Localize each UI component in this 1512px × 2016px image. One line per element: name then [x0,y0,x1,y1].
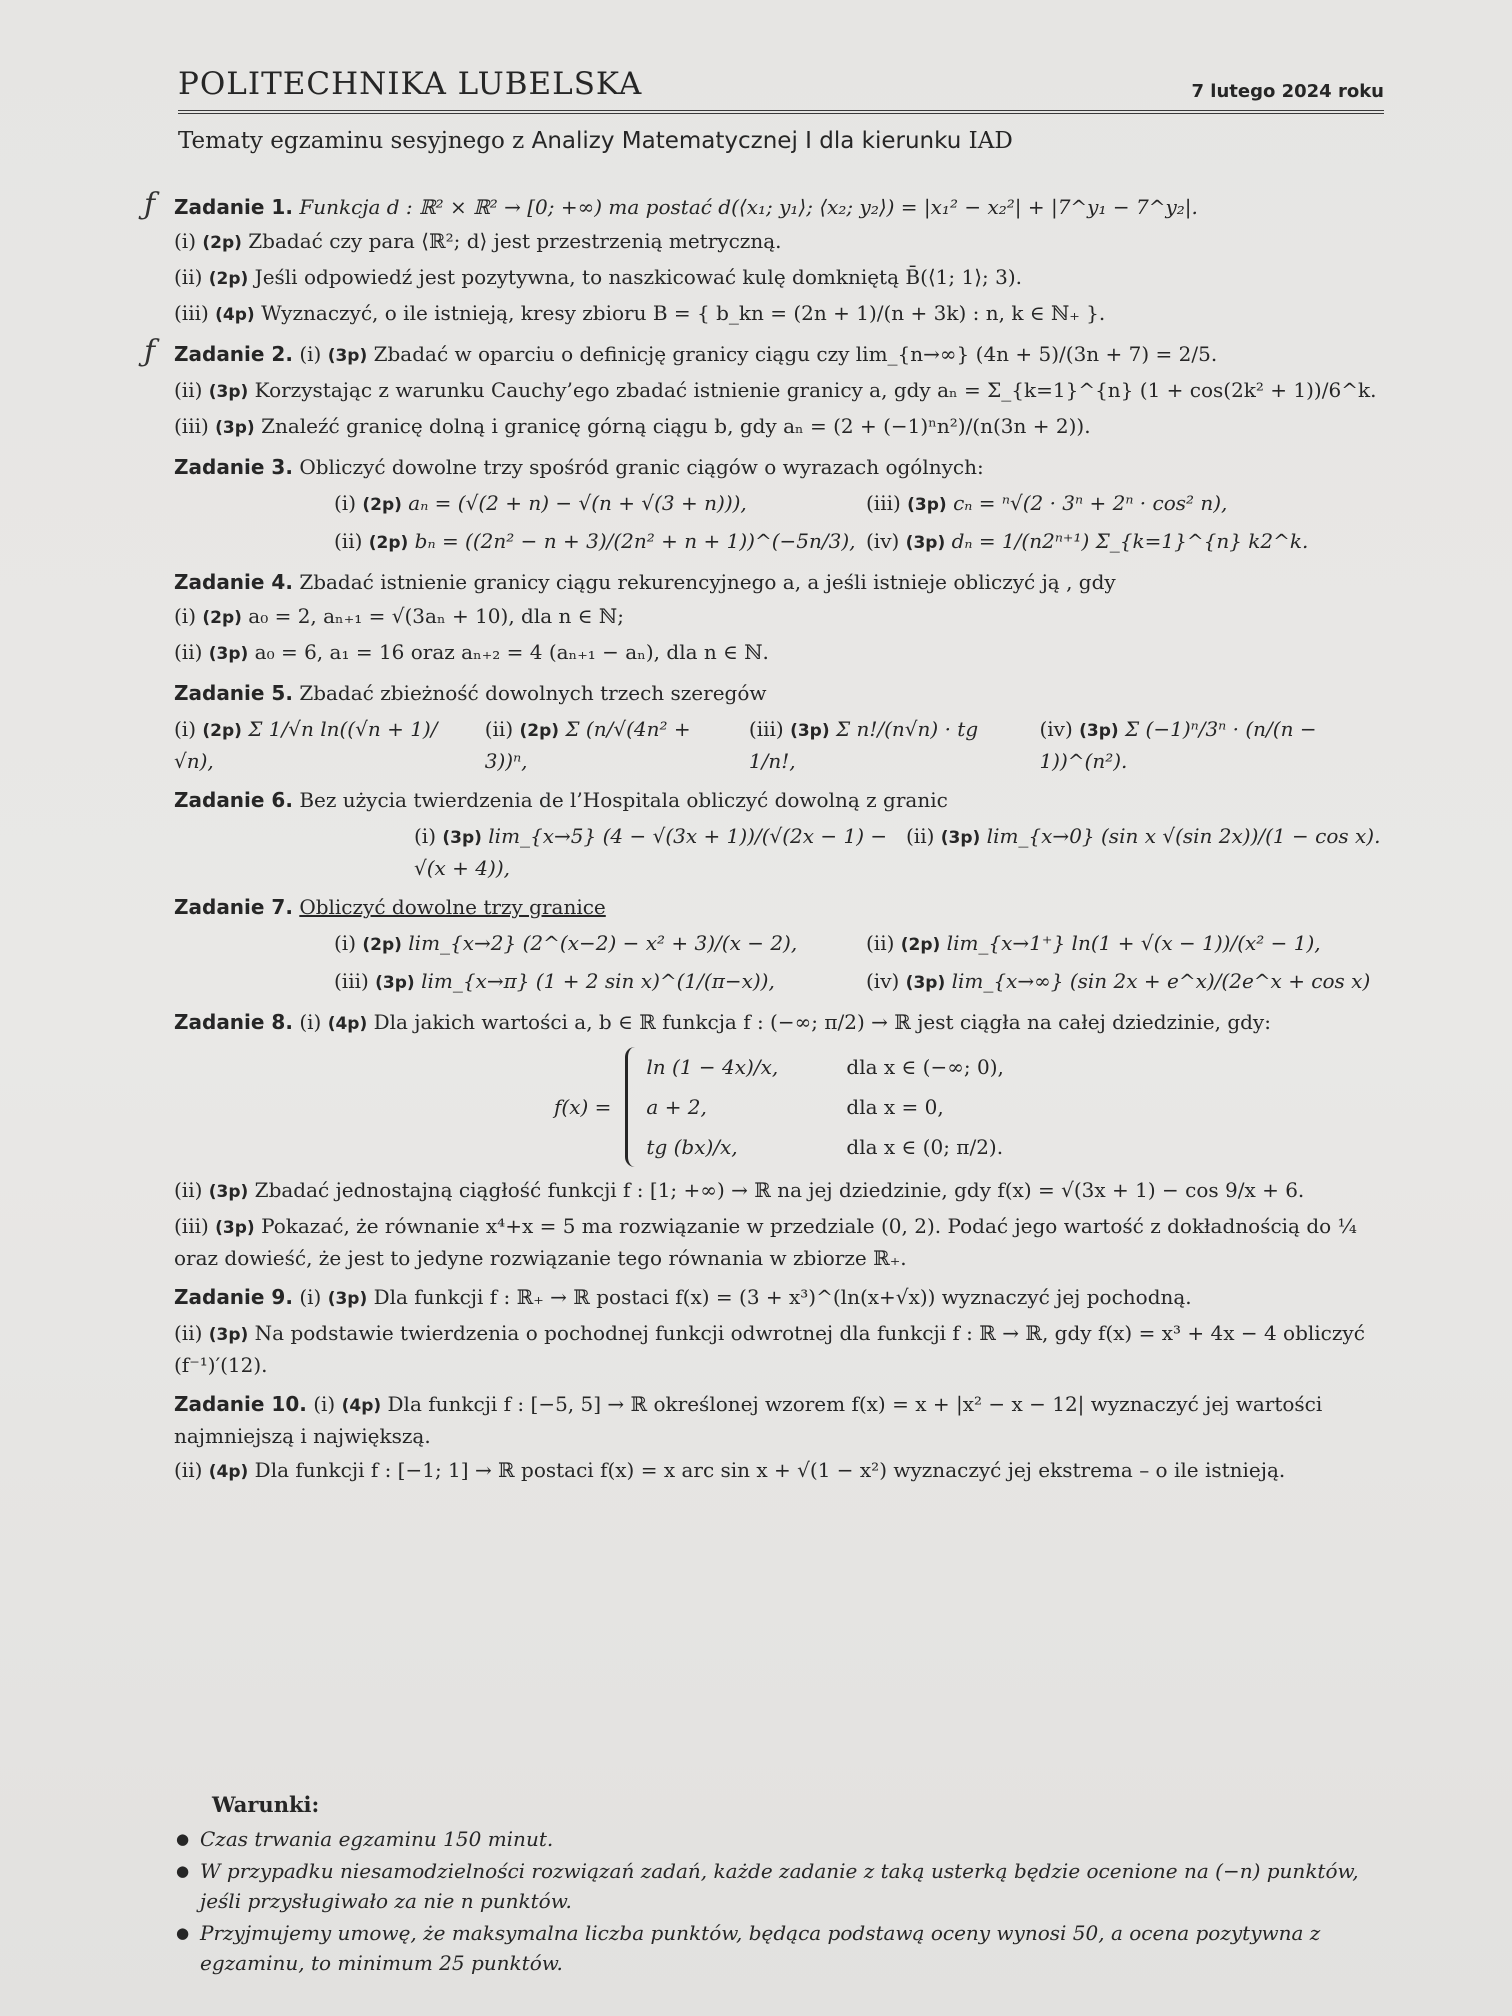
item-text: Σ (n/√(4n² + 3))ⁿ, [484,717,691,773]
item-points: (3p) [442,828,482,848]
item-points: (2p) [362,495,402,515]
item-text: lim_{x→2} (2^(x−2) − x² + 3)/(x − 2), [408,931,798,955]
formula-item [749,714,1022,776]
item-text: lim_{x→1⁺} ln(1 + √(x − 1))/(x² − 1), [946,931,1321,955]
item-number: (i) [313,1392,336,1416]
item-text: cₙ = ⁿ√(2 · 3ⁿ + 2ⁿ · cos² n), [953,491,1228,515]
condition-item: ● W przypadku niesamodzielności rozwiązań zadań, każde zadanie z taką usterką będzie ocenione na (−n) punktów, jeśli przysługiwało za nie n punktów. [176,1856,1400,1916]
task-intro: Funkcja d : ℝ² × ℝ² → [0; +∞) ma postać d(⟨x₁; y₁⟩; ⟨x₂; y₂⟩) = |x₁² − x₂²| + |7^y₁ − 7^y₂|. [299,195,1198,219]
item-number: (iv) [1039,717,1073,741]
item-number: (i) [299,342,322,366]
item-number: (ii) [484,717,514,741]
item-points: (4p) [208,1462,249,1482]
item-number: (ii) [866,931,895,955]
item-number: (ii) [174,1178,203,1202]
item-text: lim_{x→∞} (sin 2x + e^x)/(2e^x + cos x) [951,969,1371,993]
item-text: dₙ = 1/(n2ⁿ⁺¹) Σ_{k=1}^{n} k2^k. [951,529,1309,553]
task-title: Zadanie 10. [174,1392,307,1416]
case-condition: dla x = 0, [846,1095,944,1119]
task-item [174,1282,1398,1314]
item-text: lim_{x→π} (1 + 2 sin x)^(1/(π−x)), [421,969,775,993]
item-number: (i) [414,824,437,848]
formula-item [334,928,866,960]
item-text: Pokazać, że równanie x⁴+x = 5 ma rozwiązanie w przedziale (0, 2). Podać jego wartość z dokładnością do ¼ oraz dowieść, że jest to jedyne rozwiązanie tego równania w zbiorze ℝ₊. [174,1214,1357,1270]
item-number: (ii) [174,640,203,664]
formula-row [174,928,1398,960]
item-text: lim_{x→5} (4 − √(3x + 1))/(√(2x − 1) − √(x + 4)), [414,824,888,880]
item-points: (4p) [327,1014,368,1034]
item-number: (i) [334,491,357,515]
item-points: (2p) [202,608,242,628]
task-title: Zadanie 6. [174,788,293,812]
task-item [174,1455,1398,1487]
task-item [174,637,1398,669]
task-title: Zadanie 5. [174,681,293,705]
piecewise-case [646,1087,1003,1127]
item-points: (3p) [215,1218,255,1238]
piecewise-definition [174,1047,1398,1167]
item-number: (i) [174,229,197,253]
item-number: (iv) [866,529,900,553]
task-item [174,298,1398,330]
task-intro: Obliczyć dowolne trzy spośród granic ciągów o wyrazach ogólnych: [299,455,984,479]
task-title: Zadanie 7. [174,895,293,919]
task-10 [174,1389,1398,1487]
task-item [174,1211,1398,1273]
case-condition: dla x ∈ (−∞; 0), [846,1055,1004,1079]
exam-date: 7 lutego 2024 roku [1191,81,1384,102]
item-text: Σ (−1)ⁿ/3ⁿ · (n/(n − 1))^(n²). [1039,717,1317,773]
task-item [174,339,1398,371]
item-points: (3p) [208,1325,249,1345]
item-number: (ii) [174,1458,203,1482]
item-text: a₀ = 6, a₁ = 16 oraz aₙ₊₂ = 4 (aₙ₊₁ − aₙ), dla n ∈ ℕ. [254,640,769,664]
item-number: (iii) [334,969,369,993]
item-points: (2p) [900,935,941,955]
task-intro: Zbadać zbieżność dowolnych trzech szeregów [299,681,767,705]
subtitle-part-c: IAD [961,128,1013,154]
item-number: (i) [334,931,357,955]
item-number: (iii) [174,1214,209,1238]
condition-item: ● Czas trwania egzaminu 150 minut. [176,1824,1400,1854]
task-1 [144,187,1398,330]
item-number: (iii) [866,491,901,515]
item-text: Znaleźć granicę dolną i granicę górną ciągu b, gdy aₙ = (2 + (−1)ⁿn²)/(n(3n + 2)). [261,414,1091,438]
task-3 [174,452,1398,558]
condition-item: ● Przyjmujemy umowę, że maksymalna liczba punktów, będąca podstawą oceny wynosi 50, a ocena pozytywna z egzaminu, to minimum 25 punktów. [176,1918,1400,1978]
exam-subtitle [178,128,1013,154]
page-header [178,66,1384,114]
item-number: (iii) [174,414,209,438]
handwritten-mark: ƒ [144,334,156,369]
task-4 [174,567,1398,669]
formula-row [174,966,1398,998]
formula-item [485,714,731,776]
task-7 [174,892,1398,998]
formula-row [174,714,1398,776]
item-points: (3p) [940,828,981,848]
formula-item [334,488,866,520]
formula-item [866,966,1398,998]
task-5 [174,678,1398,776]
item-text: Σ n!/(n√n) · tg 1/n!, [748,717,979,773]
subtitle-part-b: Analizy Matematycznej I dla kierunku [531,128,962,154]
item-number: (ii) [174,265,203,289]
formula-item [866,928,1398,960]
item-number: (i) [299,1010,322,1034]
item-points: (2p) [368,533,409,553]
item-text: Na podstawie twierdzenia o pochodnej funkcji odwrotnej dla funkcji f : ℝ → ℝ, gdy f(x) = x³ + 4x − 4 obliczyć (f⁻¹)′(12). [174,1321,1365,1377]
case-expression: a + 2, [646,1095,707,1119]
task-title: Zadanie 4. [174,570,293,594]
item-points: (3p) [208,382,249,402]
item-text: Zbadać czy para ⟨ℝ²; d⟩ jest przestrzenią metryczną. [248,229,782,253]
formula-item [334,526,866,558]
item-points: (4p) [215,305,255,325]
item-points: (2p) [202,233,242,253]
formula-item [1039,714,1398,776]
case-condition: dla x ∈ (0; π/2). [846,1135,1004,1159]
item-number: (i) [174,717,197,741]
piecewise-lhs: f(x) = [554,1095,612,1119]
item-text: Zbadać jednostajną ciągłość funkcji f : [1; +∞) → ℝ na jej dziedzinie, gdy f(x) = √(3x + 1) − cos 9/x + 6. [254,1178,1305,1202]
item-text: a₀ = 2, aₙ₊₁ = √(3aₙ + 10), dla n ∈ ℕ; [248,604,624,628]
task-9 [174,1282,1398,1380]
university-name: POLITECHNIKA LUBELSKA [178,66,643,102]
item-points: (3p) [907,495,947,515]
item-points: (3p) [375,973,415,993]
task-title: Zadanie 8. [174,1010,293,1034]
handwritten-mark: ƒ [144,187,156,222]
task-title: Zadanie 3. [174,455,293,479]
item-number: (ii) [334,529,363,553]
case-expression: ln (1 − 4x)/x, [646,1055,779,1079]
formula-item [334,966,866,998]
formula-item [906,821,1398,883]
task-2 [144,334,1398,443]
task-item [174,262,1398,294]
formula-item [414,821,906,883]
item-points: (2p) [202,721,242,741]
item-points: (3p) [905,533,946,553]
formula-item [866,526,1398,558]
piecewise-case [646,1127,1003,1167]
formula-item [174,714,467,776]
task-title: Zadanie 9. [174,1285,293,1309]
task-intro: Dla jakich wartości a, b ∈ ℝ funkcja f : (−∞; π/2) → ℝ jest ciągła na całej dziedzinie, gdy: [373,1010,1271,1034]
item-points: (3p) [327,1289,368,1309]
item-points: (4p) [341,1396,382,1416]
item-points: (2p) [519,721,560,741]
task-intro: Zbadać istnienie granicy ciągu rekurencyjnego a, a jeśli istnieje obliczyć ją , gdy [299,570,1116,594]
item-points: (3p) [327,346,368,366]
task-item [174,375,1398,407]
item-text: Wyznaczyć, o ile istnieją, kresy zbioru B = { b_kn = (2n + 1)/(n + 3k) : n, k ∈ ℕ₊ }. [261,301,1106,325]
conditions-list [176,1824,1400,1978]
item-number: (iv) [866,969,900,993]
piecewise-cases [625,1047,1003,1167]
conditions-title: Warunki: [212,1792,320,1817]
item-number: (i) [174,604,197,628]
task-intro: Bez użycia twierdzenia de l’Hospitala obliczyć dowolną z granic [299,788,948,812]
task-6 [174,785,1398,883]
piecewise-case [646,1047,1003,1087]
item-number: (ii) [906,824,935,848]
item-points: (3p) [1079,721,1119,741]
item-text: Dla funkcji f : [−1; 1] → ℝ postaci f(x) = x arc sin x + √(1 − x²) wyznaczyć jej ekstrema – o ile istnieją. [254,1458,1286,1482]
task-item [174,411,1398,443]
case-expression: tg (bx)/x, [646,1135,738,1159]
item-number: (ii) [174,378,203,402]
item-text: Zbadać w oparciu o definicję granicy ciągu czy lim_{n→∞} (4n + 5)/(3n + 7) = 2/5. [373,342,1218,366]
item-text: aₙ = (√(2 + n) − √(n + √(3 + n))), [408,491,747,515]
item-points: (3p) [215,418,255,438]
subtitle-part-a: Tematy egzaminu sesyjnego z [178,128,532,154]
formula-row [174,526,1398,558]
task-title: Zadanie 2. [174,342,293,366]
item-points: (3p) [905,973,946,993]
item-text: Dla funkcji f : [−5, 5] → ℝ określonej wzorem f(x) = x + |x² − x − 12| wyznaczyć jej wartości najmniejszą i największą. [174,1392,1323,1448]
formula-row [174,821,1398,883]
formula-row [174,488,1398,520]
item-text: Jeśli odpowiedź jest pozytywna, to naszkicować kulę domkniętą B̄(⟨1; 1⟩; 3). [254,265,1023,289]
item-number: (iii) [174,301,209,325]
item-text: lim_{x→0} (sin x √(sin 2x))/(1 − cos x). [986,824,1381,848]
task-item [174,1175,1398,1207]
item-text: Σ 1/√n ln((√n + 1)/√n), [174,717,438,773]
item-points: (2p) [362,935,402,955]
task-item [174,226,1398,258]
item-number: (iii) [748,717,784,741]
item-points: (3p) [208,1182,249,1202]
item-text: bₙ = ((2n² − n + 3)/(2n² + n + 1))^(−5n/3), [414,529,856,553]
item-points: (2p) [208,269,249,289]
item-text: Dla funkcji f : ℝ₊ → ℝ postaci f(x) = (3 + x³)^(ln(x+√x)) wyznaczyć jej pochodną. [373,1285,1192,1309]
item-text: Korzystając z warunku Cauchy’ego zbadać istnienie granicy a, gdy aₙ = Σ_{k=1}^{n} (1 + cos(2k² + 1))/6^k. [254,378,1377,402]
task-title: Zadanie 1. [174,195,293,219]
item-number: (i) [299,1285,322,1309]
item-points: (3p) [790,721,830,741]
task-item [174,1389,1398,1451]
formula-item [866,488,1398,520]
task-8 [174,1007,1398,1273]
task-intro: Obliczyć dowolne trzy granice [299,895,606,919]
task-item [174,1318,1398,1380]
exam-conditions [176,1790,1400,1980]
item-points: (3p) [208,644,249,664]
task-item [174,601,1398,633]
tasks-list [144,187,1398,1496]
item-number: (ii) [174,1321,203,1345]
